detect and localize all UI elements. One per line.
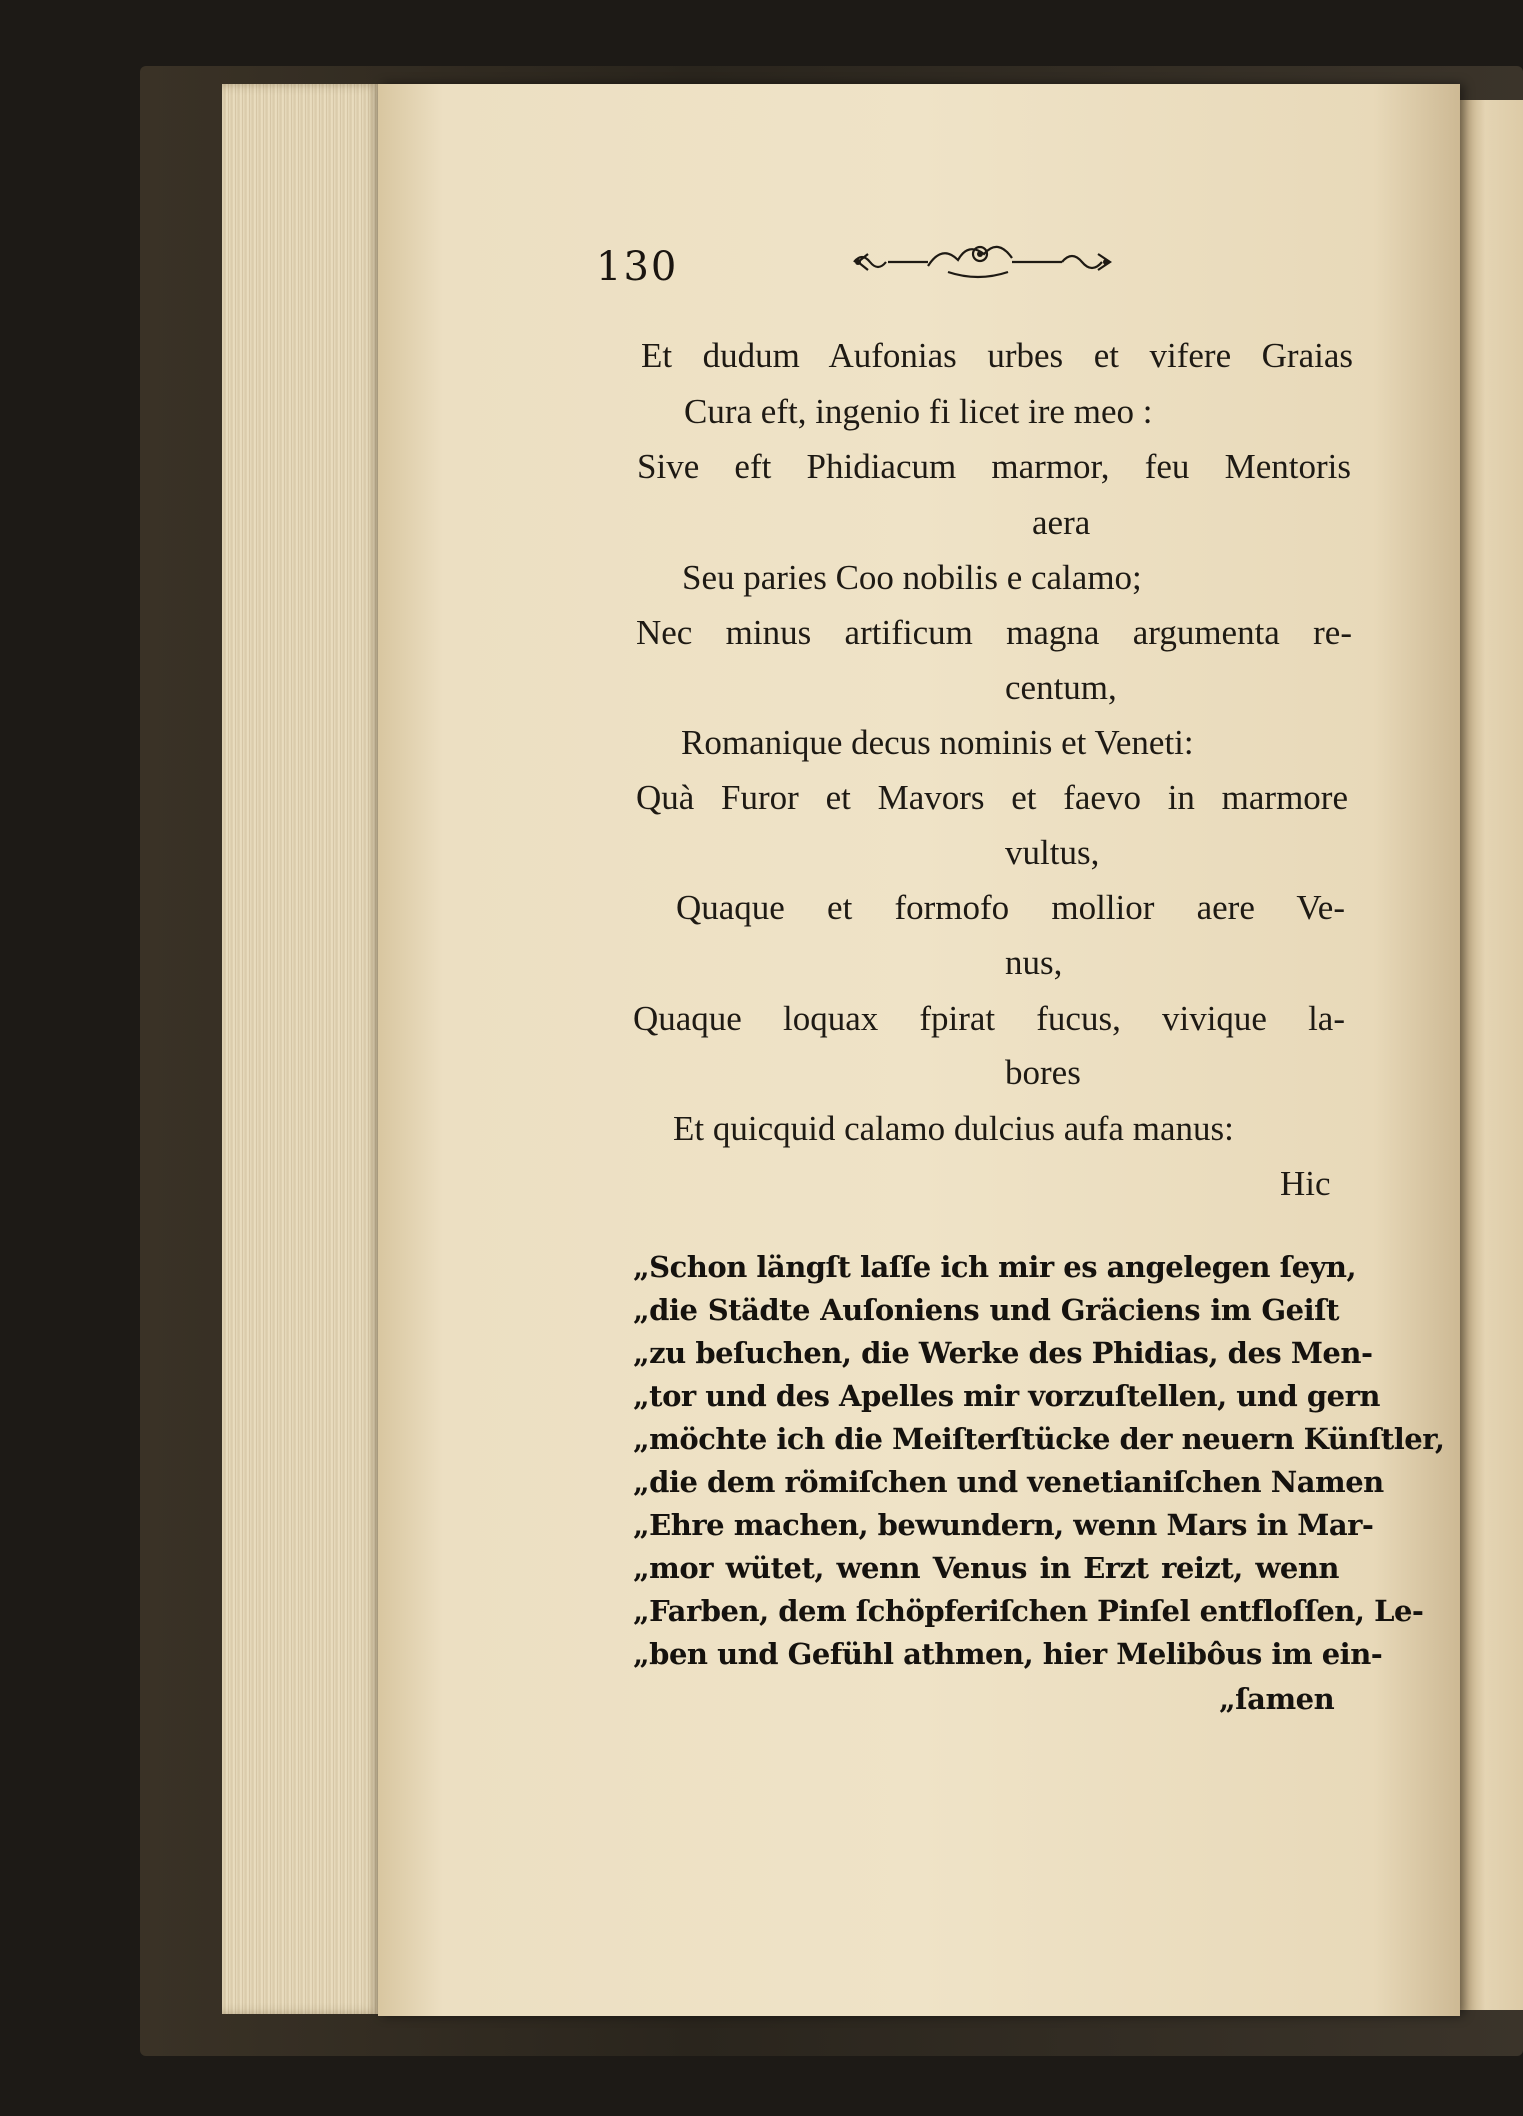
facing-page-edge (1460, 100, 1523, 2010)
german-line-3: „zu beſuchen, die Werke des Phidias, des Men- (633, 1336, 1373, 1370)
german-line-2: „die Städte Auſoniens und Gräciens im Geiſt (633, 1293, 1339, 1327)
german-line-10: „ben und Gefühl athmen, hier Melibôus im ein- (633, 1637, 1383, 1671)
german-line-11: „ſamen (1219, 1682, 1335, 1716)
latin-line-13: Quaque loquax fpirat fucus, vivique la- (633, 999, 1345, 1038)
latin-line-1: Et dudum Aufonias urbes et vifere Graias (641, 336, 1353, 375)
latin-line-11: Quaque et formofo mollior aere Ve- (676, 888, 1345, 927)
latin-line-6: Nec minus artificum magna argumenta re- (636, 613, 1352, 652)
latin-line-4: aera (1032, 503, 1091, 542)
german-line-8: „mor wütet, wenn Venus in Erzt reizt, wenn (633, 1551, 1339, 1585)
page-edges (222, 84, 380, 2014)
latin-line-3: Sive eft Phidiacum marmor, feu Mentoris (637, 447, 1351, 486)
german-line-6: „die dem römiſchen und venetianiſchen Namen (633, 1465, 1384, 1499)
latin-line-2: Cura eft, ingenio fi licet ire meo : (684, 392, 1153, 431)
german-line-5: „möchte ich die Meiſterſtücke der neuern Künſtler, (633, 1422, 1445, 1456)
page-number: 130 (596, 244, 679, 290)
latin-line-7: centum, (1005, 668, 1117, 707)
floral-headpiece-ornament-icon (848, 236, 1116, 288)
german-line-4: „tor und des Apelles mir vorzuſtellen, und gern (633, 1379, 1380, 1413)
german-line-1: „Schon längſt laſſe ich mir es angelegen ſeyn, (633, 1250, 1357, 1284)
latin-line-12: nus, (1005, 943, 1063, 982)
german-line-9: „Farben, dem ſchöpferiſchen Pinſel entfloſſen, Le- (633, 1594, 1424, 1628)
latin-line-8: Romanique decus nominis et Veneti: (681, 723, 1194, 762)
latin-line-15: Et quicquid calamo dulcius aufa manus: (673, 1109, 1234, 1148)
latin-line-5: Seu paries Coo nobilis e calamo; (682, 558, 1142, 597)
latin-line-14: bores (1005, 1053, 1081, 1092)
latin-line-16: Hic (1280, 1164, 1331, 1203)
latin-line-10: vultus, (1005, 833, 1100, 872)
latin-line-9: Quà Furor et Mavors et faevo in marmore (636, 778, 1348, 817)
german-line-7: „Ehre machen, bewundern, wenn Mars in Mar- (633, 1508, 1374, 1542)
